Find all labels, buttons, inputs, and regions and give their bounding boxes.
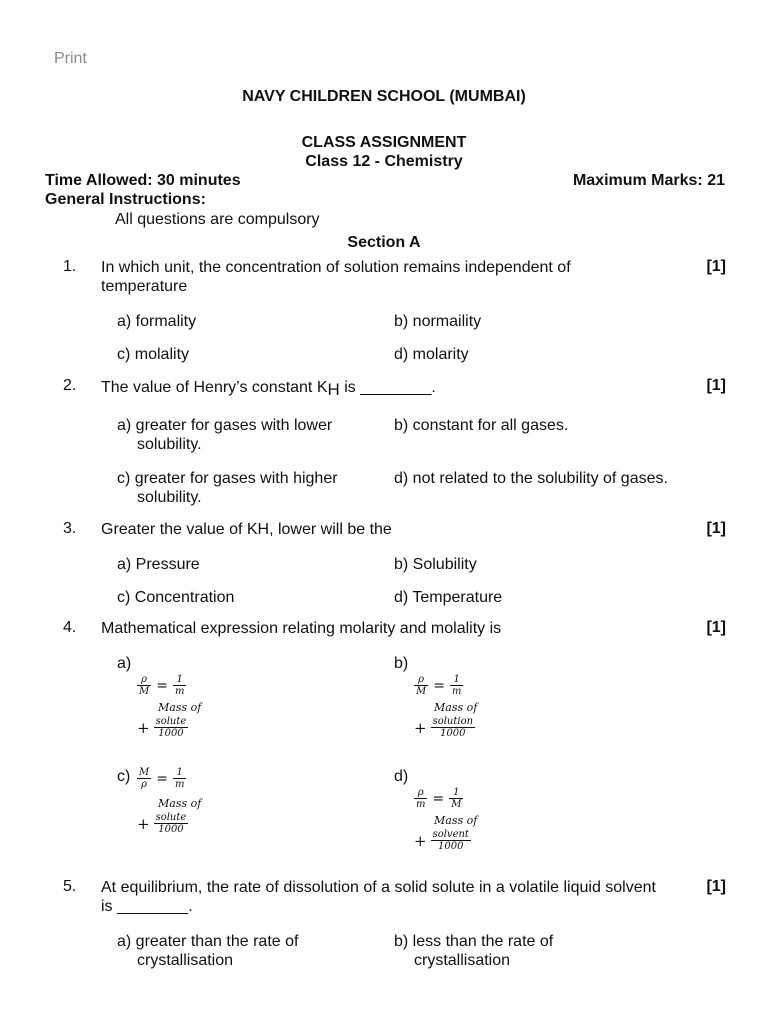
option-a-label: a)	[117, 655, 132, 672]
option-a: a) Pressure	[117, 556, 200, 573]
fraction: $\frac{\text{solvent}}{1000}$	[432, 829, 469, 852]
option-d: d) not related to the solubility of gases.	[394, 470, 668, 487]
question-text: In which unit, the concentration of solution remains independent of temperature	[101, 259, 571, 295]
question-text: Mathematical expression relating molarity and molality is	[101, 620, 502, 637]
instruction-text: All questions are compulsory	[115, 211, 320, 228]
mass-of-label: Mass of	[434, 814, 478, 827]
print-link[interactable]: Print	[54, 50, 87, 67]
general-instructions-heading: General Instructions:	[45, 191, 206, 208]
fraction: $\frac{1}{m}$	[174, 767, 185, 790]
fraction: $\frac{\text{solute}}{1000}$	[155, 716, 187, 739]
option-d-label: d)	[394, 768, 409, 785]
option-c-label: c)	[117, 768, 131, 785]
maximum-marks: Maximum Marks: 21	[572, 172, 725, 189]
question-number: 1.	[63, 258, 77, 275]
question-number: 3.	[63, 520, 77, 537]
fraction: $\frac{M}{\rho}$	[139, 767, 150, 790]
option-c: c) greater for gases with higher solubility.	[117, 470, 338, 506]
mass-of-label: Mass of	[158, 701, 202, 714]
question-marks: [1]	[706, 619, 726, 636]
assignment-subtitle: Class 12 - Chemistry	[305, 153, 463, 170]
option-c-plus-term: + $\frac{\text{solute}}{1000}$	[137, 812, 187, 835]
mass-of-label: Mass of	[158, 797, 202, 810]
option-b: b) Solubility	[394, 556, 477, 573]
option-b-label: b)	[394, 655, 409, 672]
option-b-equation: $\frac{\rho}{M}$ = $\frac{1}{m}$	[416, 674, 462, 697]
mass-of-label: Mass of	[434, 701, 478, 714]
fraction: $\frac{\text{solution}}{1000}$	[432, 716, 474, 739]
question-number: 4.	[63, 619, 77, 636]
fraction: $\frac{\rho}{m}$	[416, 787, 426, 810]
question-marks: [1]	[706, 258, 726, 275]
question-text: At equilibrium, the rate of dissolution of a solid solute in a volatile liquid solvent is ________.	[101, 879, 656, 915]
section-heading: Section A	[347, 234, 421, 251]
option-d: d) Temperature	[394, 589, 503, 606]
option-a: a) formality	[117, 313, 197, 330]
option-b-plus-term: + $\frac{\text{solution}}{1000}$	[414, 716, 474, 739]
option-b: b) normaility	[394, 313, 482, 330]
fraction: $\frac{1}{m}$	[451, 674, 462, 697]
question-number: 5.	[63, 878, 77, 895]
question-marks: [1]	[706, 520, 726, 537]
question-number: 2.	[63, 377, 77, 394]
option-b: b) constant for all gases.	[394, 417, 569, 434]
option-a: a) greater than the rate of crystallisation	[117, 933, 299, 969]
option-a-equation: $\frac{\rho}{M}$ = $\frac{1}{m}$	[139, 674, 185, 697]
fraction: $\frac{\rho}{M}$	[139, 674, 150, 697]
question-text: Greater the value of KH, lower will be the	[101, 521, 392, 538]
school-name: NAVY CHILDREN SCHOOL (MUMBAI)	[242, 88, 526, 105]
question-text	[101, 377, 661, 397]
option-c-equation: $\frac{M}{\rho}$ = $\frac{1}{m}$	[139, 767, 185, 790]
question-marks: [1]	[706, 878, 726, 895]
option-d-plus-term: + $\frac{\text{solvent}}{1000}$	[414, 829, 469, 852]
question-text-part: is ________.	[339, 379, 436, 396]
assignment-title: CLASS ASSIGNMENT	[301, 134, 467, 151]
fraction: $\frac{1}{m}$	[174, 674, 185, 697]
option-b: b) less than the rate of crystallisation	[394, 933, 554, 969]
time-allowed: Time Allowed: 30 minutes	[45, 172, 241, 189]
fraction: $\frac{1}{M}$	[451, 787, 462, 810]
option-c: c) molality	[117, 346, 190, 363]
option-c: c) Concentration	[117, 589, 235, 606]
question-text-part: The value of Henry’s constant K	[101, 379, 328, 396]
fraction: $\frac{\text{solute}}{1000}$	[155, 812, 187, 835]
fraction: $\frac{\rho}{M}$	[416, 674, 427, 697]
option-d: d) molarity	[394, 346, 469, 363]
question-marks: [1]	[706, 377, 726, 394]
option-a-plus-term: + $\frac{\text{solute}}{1000}$	[137, 716, 187, 739]
option-a: a) greater for gases with lower solubility.	[117, 417, 333, 453]
option-d-equation: $\frac{\rho}{m}$ = $\frac{1}{M}$	[416, 787, 462, 810]
henry-subscript: H	[327, 380, 340, 399]
